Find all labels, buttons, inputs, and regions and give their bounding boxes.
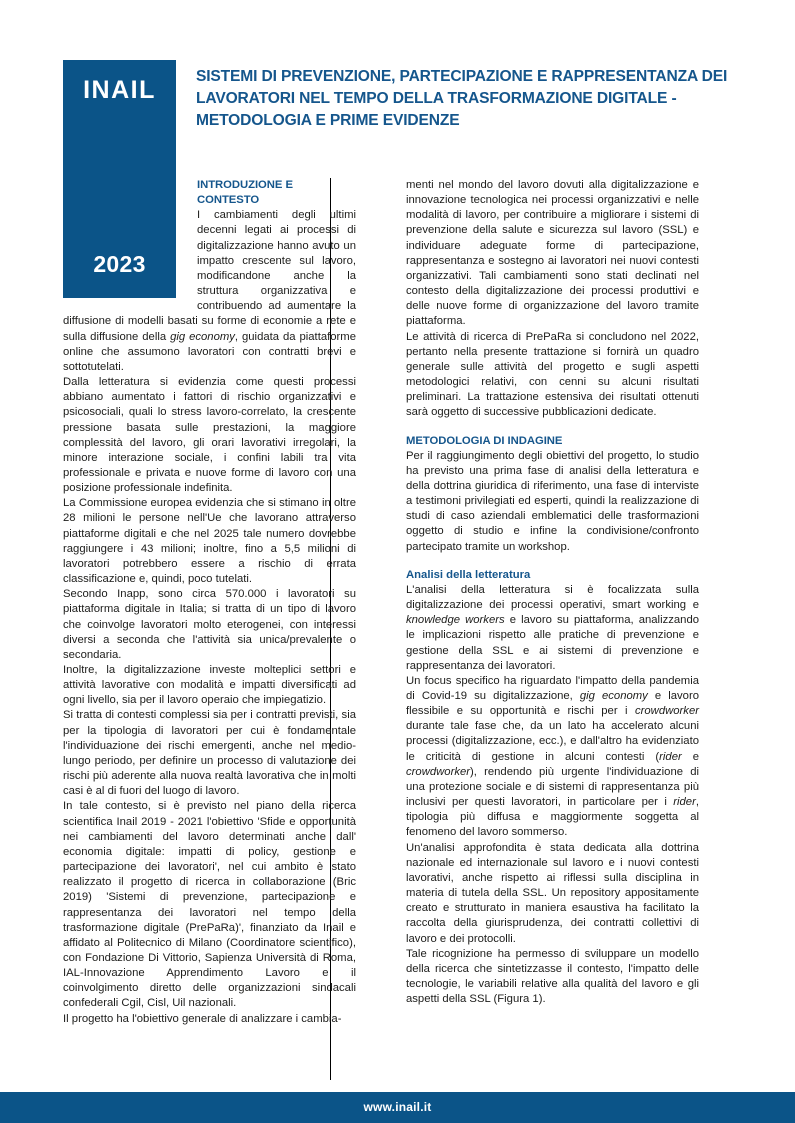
emphasis-rider: rider xyxy=(659,750,682,763)
subsection-heading-analisi-letteratura: Analisi della letteratura xyxy=(406,568,531,581)
paragraph: Un'analisi approfondita è stata dedicata alla dottrina nazionale ed internazionale sul lavoro e i nuovi contesti lavorativi, anche rispetto ai riflessi sulla disciplina in materia di tutela della SSL. Un repository appositamente creato e strutturato in maniera esaustiva ha facilitato la raccolta della giurisprudenza, dei contratti collettivi di lavoro e dei protocolli. xyxy=(406,841,699,945)
paragraph xyxy=(406,674,699,841)
section-spacer xyxy=(406,421,699,434)
emphasis-crowdworker: crowdworker xyxy=(406,765,471,778)
paragraph-text: I cambiamenti degli ultimi decenni legati ai processi di digitalizzazione hanno avuto un impatto crescente sul lavoro, modificandone anche la struttura organizzativa e contribuendo ad aumentare la diffusione di modelli basati su forme di economie a rete e sulla diffusione della xyxy=(63,209,356,343)
emphasis-gig-economy: gig economy xyxy=(170,330,235,343)
logo-text-wrap-spacer xyxy=(63,178,197,306)
paragraph: La Commissione europea evidenzia che si stimano in oltre 28 milioni le persone nell'Ue che lavorano attraverso piattaforme digitali e che nel 2025 tale numero dovrebbe raggiungere i 43 milioni; inoltre, fino a 5,5 milioni di lavoratori potrebbero essere a rischio di errata classificazione e, quindi, poco tutelati. xyxy=(63,497,356,586)
footer-website-link[interactable]: www.inail.it xyxy=(363,1100,432,1114)
emphasis-crowdworker: crowdworker xyxy=(634,705,699,718)
right-column xyxy=(406,178,699,1007)
paragraph-text: e xyxy=(681,750,700,763)
section-spacer xyxy=(406,555,699,568)
section-heading-introduzione: INTRODUZIONE E CONTESTO xyxy=(197,179,293,207)
page-title: SISTEMI DI PREVENZIONE, PARTECIPAZIONE E RAPPRESENTANZA DEI LAVORATORI NEL TEMPO DELLA TRASFORMAZIONE DIGITALE - METODOLOGIA E PRIME EVIDENZE xyxy=(196,68,728,129)
left-column xyxy=(63,178,356,1027)
paragraph-text: L'analisi della letteratura si è focalizzata sulla digitalizzazione dei processi operativi, smart working e xyxy=(406,583,699,612)
emphasis-gig-economy: gig economy xyxy=(579,690,648,702)
paragraph-text: ), rendendo più urgente l'individuazione di una protezione sociale e di sistemi di rappresentanza più inclusivi per questi lavoratori, in particolare per i xyxy=(406,765,699,809)
paragraph: Secondo Inapp, sono circa 570.000 i lavoratori su piattaforma digitale in Italia; si tratta di un tipo di lavoro che coinvolge lavoratori molto eterogenei, con interessi diversi a seconda che l'attività sia unica/prevalente o secondaria. xyxy=(63,588,356,661)
paragraph: Dalla letteratura si evidenzia come questi processi abbiano aumentato i fattori di rischio organizzativi e psicosociali, quali lo stress lavoro-correlato, la crescente pressione basata sulle prestazioni, la maggiore complessità del lavoro, gli orari lavorativi irregolari, la minore interazione sociale, i confini labili tra vita professionale e privata e nuove forme di lavoro con una posizione professionale indefinita. xyxy=(63,376,356,495)
paragraph: Il progetto ha l'obiettivo generale di analizzare i cambia- xyxy=(63,1012,342,1025)
paragraph-text: durante tale fase che, da un lato ha accelerato alcuni processi (digitalizzazione, ecc.), e dall'altro ha evidenziato le criticità di gestione in alcuni contesti ( xyxy=(406,720,699,763)
paragraph-text: Un focus specifico ha riguardato l'impatto della pandemia di Covid-19 su digitalizzazione, xyxy=(406,674,699,702)
paragraph: Tale ricognizione ha permesso di sviluppare un modello della ricerca che sintetizzasse il contesto, l'impatto delle tecnologie, le variabili relative alla qualità del lavoro e gli aspetti della SSL (Figura 1). xyxy=(406,947,699,1006)
emphasis-rider: rider xyxy=(673,796,696,809)
emphasis-knowledge-workers: knowledge workers xyxy=(406,614,505,627)
paragraph: menti nel mondo del lavoro dovuti alla digitalizzazione e innovazione tecnologica nei processi organizzativi e nelle modalità di lavoro, per contribuire a migliorare i sistemi di prevenzione della salute e sicurezza sul lavoro (SSL) e individuare adeguate forme di partecipazione, rappresentanza e sostegno ai lavoratori nei nuovi contesti organizzativi. Tali cambiamenti sono stati declinati nel contesto della digitalizzazione dei processi produttivi e delle nuove forme di organizzazione del lavoro tramite piattaforma. xyxy=(406,179,699,328)
paragraph: Le attività di ricerca di PrePaRa si concludono nel 2022, pertanto nella presente trattazione si fornirà un quadro generale sulle attività del progetto e sugli aspetti metodologici relativi, con cenni su alcuni risultati preliminari. La trattazione estensiva dei risultati ottenuti sarà oggetto di successive pubblicazioni dedicate. xyxy=(406,330,699,419)
section-heading-metodologia: METODOLOGIA DI INDAGINE xyxy=(406,434,563,447)
footer-bar xyxy=(0,1092,795,1123)
publication-year: 2023 xyxy=(93,251,146,277)
paragraph: Si tratta di contesti complessi sia per i contratti previsti, sia per la tipologia di lavoratori per cui è fondamentale l'individuazione dei rischi emergenti, anche nel medio-lungo periodo, per definire un processo di valutazione dei rischi più aderente alla nuova realtà lavorativa che in molti casi è al di fuori del luogo di lavoro. xyxy=(63,709,356,798)
inail-logo: INAIL xyxy=(83,76,156,104)
paragraph: In tale contesto, si è previsto nel piano della ricerca scientifica Inail 2019 - 2021 l'obiettivo 'Sfide e opportunità nei cambiamenti del lavoro determinati anche dall' economia digitale: impatti di policy, gestione e partecipazione dei lavoratori', nel cui ambito è stato realizzato il progetto di ricerca in collaborazione (Bric 2019) 'Sistemi di prevenzione, partecipazione e rappresentanza dei lavoratori nel tempo della trasformazione digitale (PrePaRa)', finanziato da Inail e affidato al Politecnico di Milano (Coordinatore scientifico), con Fondazione Di Vittorio, Sapienza Università di Roma, IAL-Innovazione Apprendimento Lavoro e il coinvolgimento diretto delle organizzazioni sindacali confederali Cgil, Cisl, Uil nazionali. xyxy=(63,800,356,1010)
paragraph-text: e lavoro su piattaforma, analizzando le implicazioni rispetto alle pratiche di prevenzione e gestione della SSL e ai sistemi di prevenzione e rappresentanza dei lavoratori. xyxy=(406,614,700,672)
article-body xyxy=(63,178,733,1068)
paragraph xyxy=(406,583,699,674)
paragraph: Inoltre, la digitalizzazione investe molteplici settori e attività lavorative con modalità e impatti diversificati ad ogni livello, sia per il lavoro operaio che impiegatizio. xyxy=(63,664,356,707)
paragraph-text: , tipologia più diffusa e maggiormente soggetta al fenomeno del lavoro sommerso. xyxy=(406,796,699,839)
paragraph-text: , guidata da piattaforme online che assumono lavoratori con contratti brevi e sottotutelati. xyxy=(63,330,356,373)
paragraph-text: e lavoro flessibile e su opportunità e rischi per i xyxy=(406,690,699,718)
paragraph: Per il raggiungimento degli obiettivi del progetto, lo studio ha previsto una prima fase di analisi della letteratura e della dottrina giuridica di riferimento, una fase di interviste a testimoni privilegiati ed esperti, quindi la realizzazione di studi di caso aziendali emblematici delle trasformazioni oggetto di studio e infine la condivisione/confronto partecipato tramite un workshop. xyxy=(406,449,699,553)
